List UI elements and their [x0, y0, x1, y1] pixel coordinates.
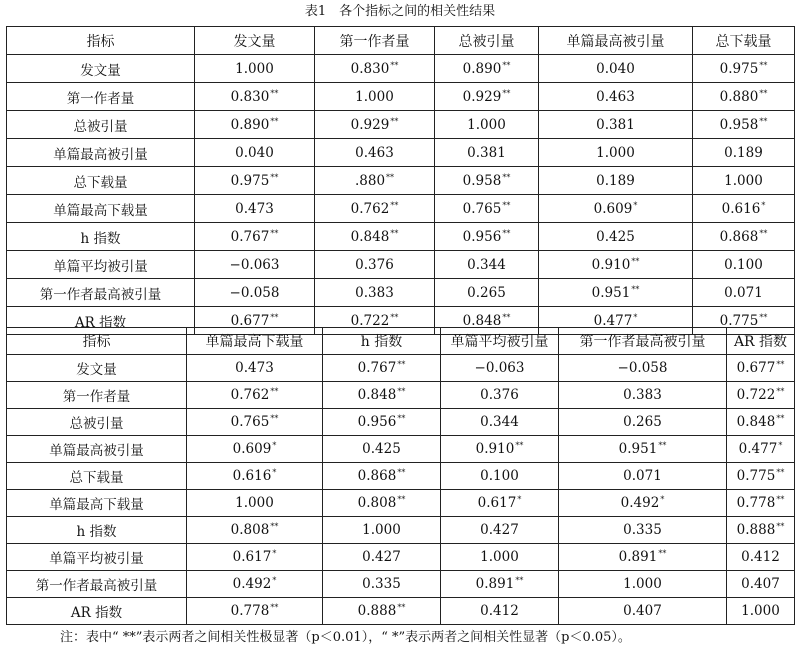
- table-cell: 0.609*: [187, 436, 323, 463]
- table-row: [7, 167, 795, 195]
- table-row: [7, 355, 795, 382]
- table-cell: 0.956**: [435, 223, 539, 251]
- column-header: 第一作者最高被引量: [559, 328, 727, 355]
- table-cell: 0.890**: [195, 111, 315, 139]
- column-header: AR 指数: [727, 328, 795, 355]
- table-cell: −0.058: [195, 279, 315, 307]
- column-header: 单篇最高被引量: [539, 27, 693, 55]
- table-cell: 0.383: [315, 279, 435, 307]
- table-cell: 0.071: [693, 279, 795, 307]
- table-cell: 0.677**: [727, 355, 795, 382]
- column-header: 单篇平均被引量: [441, 328, 559, 355]
- table-row: [7, 55, 795, 83]
- table-cell: 0.765**: [435, 195, 539, 223]
- row-label: 总被引量: [7, 409, 187, 436]
- table-cell: 0.891**: [441, 571, 559, 598]
- row-label: 总下载量: [7, 167, 195, 195]
- table-cell: 0.040: [195, 139, 315, 167]
- row-label: 第一作者量: [7, 83, 195, 111]
- table-cell: 0.975**: [195, 167, 315, 195]
- table-row: [7, 544, 795, 571]
- table-cell: 0.100: [441, 463, 559, 490]
- table-cell: 1.000: [539, 139, 693, 167]
- table-cell: 0.473: [187, 355, 323, 382]
- table-row: [7, 111, 795, 139]
- table-cell: 0.477*: [727, 436, 795, 463]
- table-cell: 0.890**: [435, 55, 539, 83]
- table-cell: 1.000: [187, 490, 323, 517]
- table-cell: 0.775**: [727, 463, 795, 490]
- table-cell: 0.100: [693, 251, 795, 279]
- table-cell: 0.492*: [187, 571, 323, 598]
- table-cell: 0.616*: [187, 463, 323, 490]
- table-cell: 0.335: [323, 571, 441, 598]
- row-label: 总被引量: [7, 111, 195, 139]
- table-cell: 0.463: [539, 83, 693, 111]
- column-header: 总被引量: [435, 27, 539, 55]
- table-cell: 0.722**: [315, 307, 435, 335]
- table-cell: 0.381: [539, 111, 693, 139]
- table-cell: 0.473: [195, 195, 315, 223]
- table-cell: 0.265: [559, 409, 727, 436]
- table-cell: 0.808**: [187, 517, 323, 544]
- table-row: [7, 436, 795, 463]
- table-cell: 0.617*: [187, 544, 323, 571]
- table-cell: .880**: [315, 167, 435, 195]
- table-cell: 0.427: [441, 517, 559, 544]
- table-cell: 0.412: [727, 544, 795, 571]
- row-label: 发文量: [7, 55, 195, 83]
- table-cell: 0.677**: [195, 307, 315, 335]
- table-cell: 1.000: [559, 571, 727, 598]
- table-cell: 0.383: [559, 382, 727, 409]
- table-cell: 0.808**: [323, 490, 441, 517]
- table-cell: 0.040: [539, 55, 693, 83]
- table-row: [7, 517, 795, 544]
- table-cell: 0.617*: [441, 490, 559, 517]
- row-label: 总下载量: [7, 463, 187, 490]
- table-cell: 1.000: [435, 111, 539, 139]
- table-caption: 表1 各个指标之间的相关性结果: [304, 4, 496, 19]
- column-header: 指标: [7, 27, 195, 55]
- correlation-table-2: [6, 327, 795, 625]
- row-label: 第一作者量: [7, 382, 187, 409]
- table-cell: 0.765**: [187, 409, 323, 436]
- table-cell: 0.951**: [539, 279, 693, 307]
- table-cell: 0.891**: [559, 544, 727, 571]
- table-cell: 0.762**: [187, 382, 323, 409]
- table-cell: 0.880**: [693, 83, 795, 111]
- table-cell: 1.000: [195, 55, 315, 83]
- table-cell: 0.376: [315, 251, 435, 279]
- table-cell: 0.830**: [195, 83, 315, 111]
- table-cell: 0.344: [441, 409, 559, 436]
- table-cell: 0.848**: [435, 307, 539, 335]
- table-cell: 0.956**: [323, 409, 441, 436]
- table-cell: 0.762**: [315, 195, 435, 223]
- table-note: 注：表中“ **”表示两者之间相关性极显著（p＜0.01），“ *”表示两者之间相关性显著（p＜0.05）。: [60, 630, 631, 645]
- table-cell: 0.830**: [315, 55, 435, 83]
- table-cell: 1.000: [315, 83, 435, 111]
- row-label: 单篇最高下载量: [7, 195, 195, 223]
- table-header-row: [7, 27, 795, 55]
- table-row: [7, 571, 795, 598]
- table-row: [7, 463, 795, 490]
- table-cell: 0.407: [727, 571, 795, 598]
- table-cell: 0.775**: [693, 307, 795, 335]
- table-cell: 0.929**: [315, 111, 435, 139]
- table-cell: 1.000: [727, 598, 795, 625]
- table-cell: 0.848**: [323, 382, 441, 409]
- table-cell: 0.616*: [693, 195, 795, 223]
- table-cell: 0.868**: [693, 223, 795, 251]
- table-cell: 0.189: [693, 139, 795, 167]
- row-label: 单篇平均被引量: [7, 544, 187, 571]
- row-label: 单篇平均被引量: [7, 251, 195, 279]
- table-cell: −0.063: [195, 251, 315, 279]
- table-cell: 0.910**: [539, 251, 693, 279]
- table-cell: 0.929**: [435, 83, 539, 111]
- row-label: AR 指数: [7, 307, 195, 335]
- column-header: 指标: [7, 328, 187, 355]
- table-cell: 0.868**: [323, 463, 441, 490]
- table-cell: 0.848**: [315, 223, 435, 251]
- table-cell: 0.778**: [187, 598, 323, 625]
- table-row: [7, 382, 795, 409]
- table-row: [7, 598, 795, 625]
- column-header: 总下载量: [693, 27, 795, 55]
- column-header: 发文量: [195, 27, 315, 55]
- table-cell: 0.376: [441, 382, 559, 409]
- table-cell: 0.958**: [435, 167, 539, 195]
- table-cell: 0.407: [559, 598, 727, 625]
- table-cell: 0.910**: [441, 436, 559, 463]
- table-row: [7, 83, 795, 111]
- column-header: 单篇最高下载量: [187, 328, 323, 355]
- table-cell: 0.344: [435, 251, 539, 279]
- table-row: [7, 409, 795, 436]
- table-cell: 0.778**: [727, 490, 795, 517]
- table-cell: 0.427: [323, 544, 441, 571]
- table-cell: 0.609*: [539, 195, 693, 223]
- table-cell: 1.000: [323, 517, 441, 544]
- table-cell: 0.335: [559, 517, 727, 544]
- row-label: 单篇最高被引量: [7, 139, 195, 167]
- table-cell: 0.265: [435, 279, 539, 307]
- table-row: [7, 490, 795, 517]
- table-header-row: [7, 328, 795, 355]
- table-cell: 1.000: [441, 544, 559, 571]
- table-cell: 0.071: [559, 463, 727, 490]
- table-cell: −0.063: [441, 355, 559, 382]
- row-label: 第一作者最高被引量: [7, 279, 195, 307]
- table-row: [7, 139, 795, 167]
- table-row: [7, 251, 795, 279]
- column-header: 第一作者量: [315, 27, 435, 55]
- table-cell: 0.767**: [323, 355, 441, 382]
- table-cell: 0.381: [435, 139, 539, 167]
- correlation-table-1: [6, 26, 795, 335]
- table-cell: 0.463: [315, 139, 435, 167]
- row-label: h 指数: [7, 517, 187, 544]
- table-cell: 0.425: [539, 223, 693, 251]
- table-cell: 0.975**: [693, 55, 795, 83]
- table-cell: 1.000: [693, 167, 795, 195]
- table-row: [7, 279, 795, 307]
- table-cell: 0.951**: [559, 436, 727, 463]
- table-cell: 0.767**: [195, 223, 315, 251]
- row-label: h 指数: [7, 223, 195, 251]
- row-label: 第一作者最高被引量: [7, 571, 187, 598]
- table-cell: 0.477*: [539, 307, 693, 335]
- row-label: 单篇最高下载量: [7, 490, 187, 517]
- table-cell: 0.492*: [559, 490, 727, 517]
- column-header: h 指数: [323, 328, 441, 355]
- table-row: [7, 195, 795, 223]
- row-label: 单篇最高被引量: [7, 436, 187, 463]
- table-cell: 0.958**: [693, 111, 795, 139]
- row-label: AR 指数: [7, 598, 187, 625]
- table-cell: 0.425: [323, 436, 441, 463]
- table-cell: 0.189: [539, 167, 693, 195]
- table-cell: −0.058: [559, 355, 727, 382]
- row-label: 发文量: [7, 355, 187, 382]
- table-cell: 0.888**: [323, 598, 441, 625]
- table-cell: 0.888**: [727, 517, 795, 544]
- table-cell: 0.412: [441, 598, 559, 625]
- table-cell: 0.848**: [727, 409, 795, 436]
- table-cell: 0.722**: [727, 382, 795, 409]
- table-row: [7, 223, 795, 251]
